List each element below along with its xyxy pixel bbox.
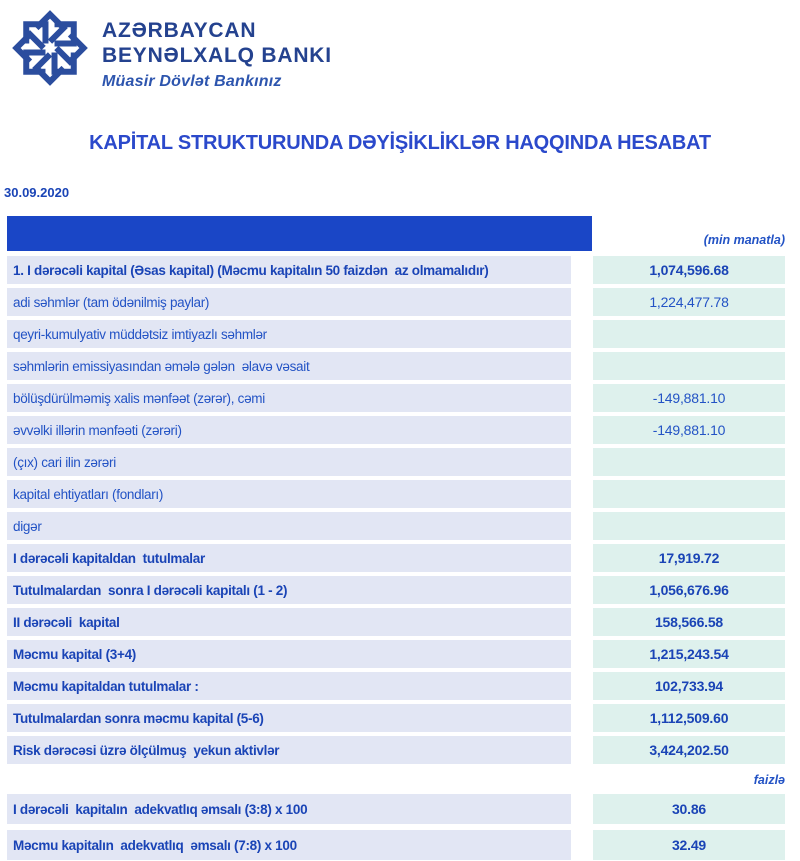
table-row: [7, 480, 785, 508]
row-value: 102,733.94: [593, 672, 785, 700]
table-row: [7, 672, 785, 700]
row-value: -149,881.10: [593, 384, 785, 412]
table-body: [7, 256, 785, 764]
row-label: Tutulmalardan sonra məcmu kapital (5-6): [7, 704, 571, 732]
report-date: 30.09.2020: [4, 185, 70, 200]
bank-wordmark: [102, 8, 332, 91]
bank-name-line2: BEYNƏLXALQ BANKI: [102, 44, 332, 68]
row-label: qeyri-kumulyativ müddətsiz imtiyazlı səhmlər: [7, 320, 571, 348]
row-value: 158,566.58: [593, 608, 785, 636]
row-value: 30.86: [593, 794, 785, 824]
row-value: 1,224,477.78: [593, 288, 785, 316]
row-label: kapital ehtiyatları (fondları): [7, 480, 571, 508]
table-row: [7, 704, 785, 732]
row-value: -149,881.10: [593, 416, 785, 444]
unit-note: (min manatla): [703, 233, 785, 247]
row-label: II dərəcəli kapital: [7, 608, 571, 636]
table-row: [7, 384, 785, 412]
row-label: əvvəlki illərin mənfəəti (zərəri): [7, 416, 571, 444]
row-label: digər: [7, 512, 571, 540]
table-row: [7, 640, 785, 668]
row-value: [593, 480, 785, 508]
row-value: [593, 448, 785, 476]
row-value: 1,112,509.60: [593, 704, 785, 732]
row-label: Risk dərəcəsi üzrə ölçülmuş yekun aktivlər: [7, 736, 571, 764]
row-value: [593, 512, 785, 540]
row-value: [593, 352, 785, 380]
row-label: I dərəcəli kapitaldan tutulmalar: [7, 544, 571, 572]
table-row: [7, 830, 785, 860]
table-row: [7, 608, 785, 636]
table-row: [7, 352, 785, 380]
row-label: I dərəcəli kapitalın adekvatlıq əmsalı (3:8) x 100: [7, 794, 571, 824]
row-value: 1,056,676.96: [593, 576, 785, 604]
row-label: Məcmu kapitalın adekvatlıq əmsalı (7:8) x 100: [7, 830, 571, 860]
row-label: Tutulmalardan sonra I dərəcəli kapitalı (1 - 2): [7, 576, 571, 604]
row-label: Məcmu kapital (3+4): [7, 640, 571, 668]
table-row: [7, 736, 785, 764]
bank-tagline: Müasir Dövlət Bankınız: [102, 73, 282, 91]
table-header-row: [7, 216, 785, 251]
row-label: səhmlərin emissiyasından əmələ gələn əlavə vəsait: [7, 352, 571, 380]
table-row: [7, 416, 785, 444]
brand-header: [0, 0, 800, 96]
table-row: [7, 544, 785, 572]
bank-logo-knot-icon: [10, 8, 90, 88]
row-label: (çıx) cari ilin zərəri: [7, 448, 571, 476]
ratio-table-body: [7, 794, 785, 860]
capital-structure-table: [7, 216, 785, 860]
row-value: 3,424,202.50: [593, 736, 785, 764]
report-title: KAPİTAL STRUKTURUNDA DƏYİŞİKLİKLƏR HAQQINDA HESABAT: [89, 132, 711, 154]
table-row: [7, 288, 785, 316]
row-label: adi səhmlər (tam ödənilmiş paylar): [7, 288, 571, 316]
row-label: bölüşdürülməmiş xalis mənfəət (zərər), cəmi: [7, 384, 571, 412]
table-row: [7, 576, 785, 604]
row-value: 1,074,596.68: [593, 256, 785, 284]
table-row: [7, 320, 785, 348]
row-label: 1. I dərəcəli kapital (Əsas kapital) (Məcmu kapitalın 50 faizdən az olmamalıdır): [7, 256, 571, 284]
row-value: 17,919.72: [593, 544, 785, 572]
percent-note: faizlə: [753, 773, 785, 787]
bank-name-line1: AZƏRBAYCAN: [102, 19, 257, 42]
row-label: Məcmu kapitaldan tutulmalar :: [7, 672, 571, 700]
table-header-bar: [7, 216, 592, 251]
row-value: [593, 320, 785, 348]
table-row: [7, 448, 785, 476]
table-row: [7, 512, 785, 540]
row-value: 32.49: [593, 830, 785, 860]
table-row: [7, 794, 785, 824]
row-value: 1,215,243.54: [593, 640, 785, 668]
table-row: [7, 256, 785, 284]
